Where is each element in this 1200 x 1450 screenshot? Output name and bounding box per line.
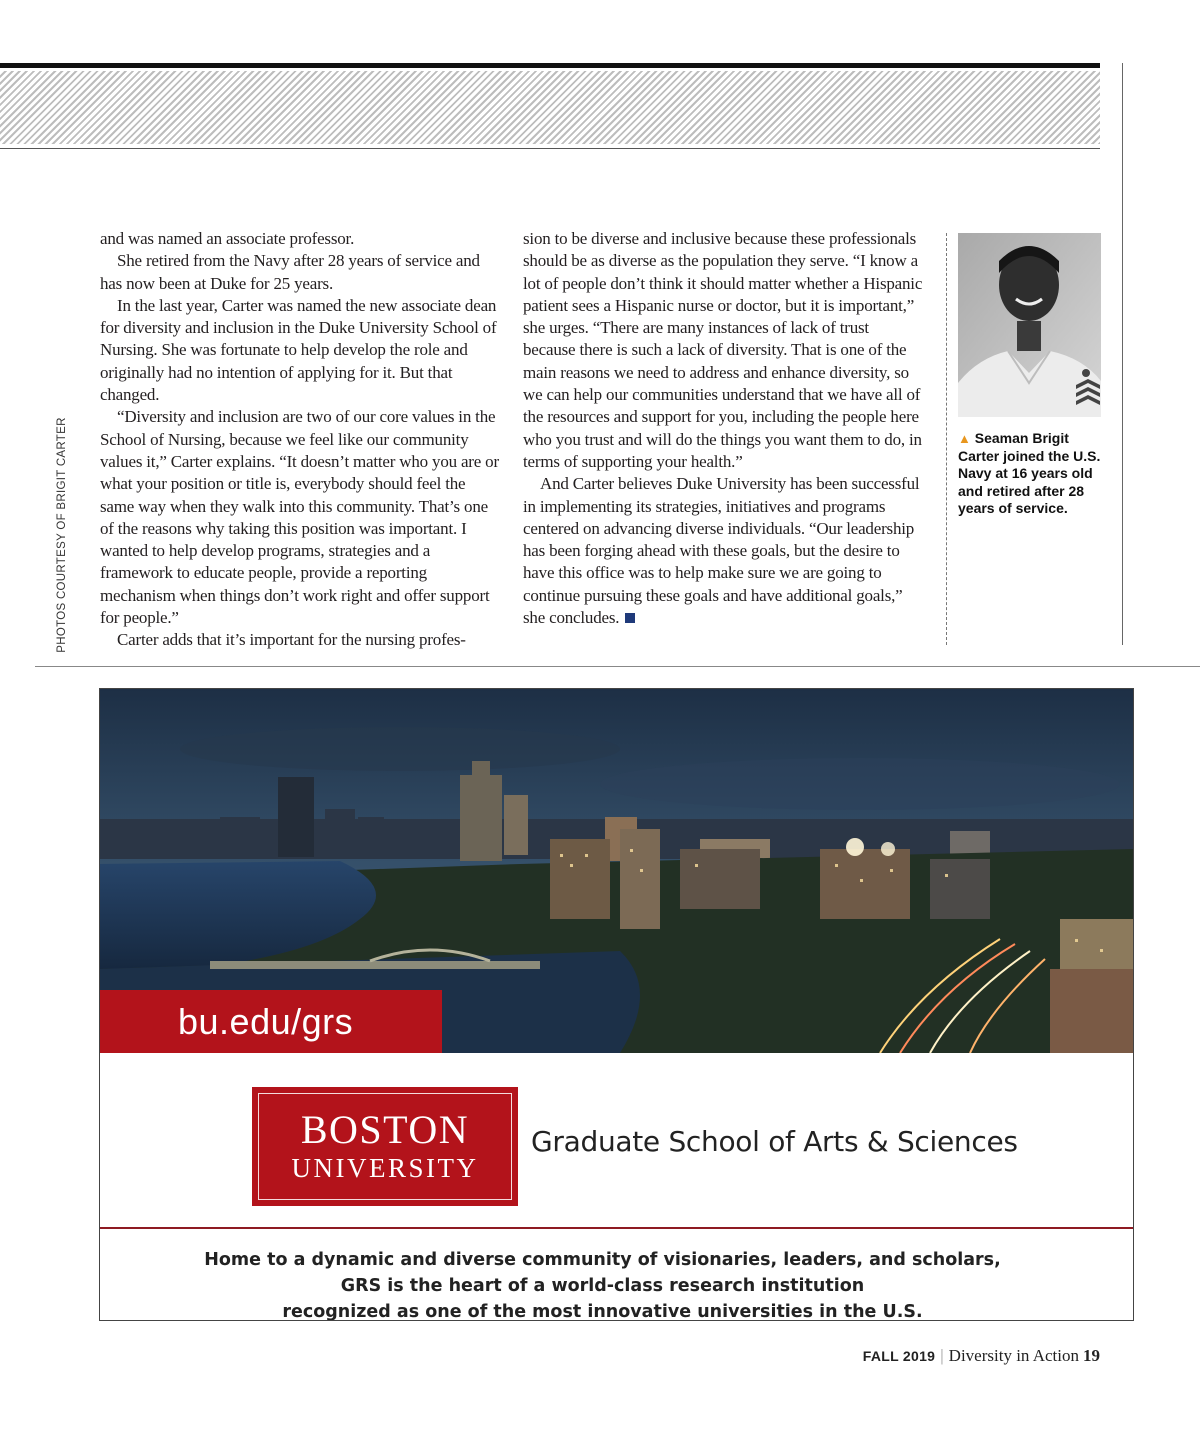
- paragraph-text: And Carter believes Duke University has been successful in implementing its strategies, initiatives and programs centered on advancing diverse individuals. “Our leadership has been forging ahead with these goals, but the desire to have this office was to help make sure we are going to continue pursuing these goals and have additional goals,” she concludes.: [523, 474, 920, 628]
- section-divider: [35, 666, 1200, 667]
- bu-advertisement[interactable]: [99, 688, 1134, 1321]
- paragraph: In the last year, Carter was named the new associate dean for diversity and inclusion in the Duke University School of Nursing. She was fortunate to help develop the role and originally had no intention of applying for it. But that changed.: [100, 295, 497, 405]
- page-number: 19: [1083, 1346, 1100, 1365]
- logo-line-2: UNIVERSITY: [291, 1153, 479, 1183]
- paragraph-final: [523, 473, 923, 629]
- logo-line-1: BOSTON: [300, 1107, 470, 1152]
- footer-issue: FALL 2019: [862, 1348, 936, 1364]
- photo-credit: PHOTOS COURTESY OF BRIGIT CARTER: [56, 417, 68, 653]
- tagline-line: recognized as one of the most innovative universities in the U.S.: [282, 1302, 923, 1321]
- article-column-1: [100, 228, 500, 652]
- header-top-rule: [0, 63, 1100, 68]
- ad-divider: [100, 1227, 1133, 1229]
- article-column-2: [523, 228, 923, 629]
- school-name: Graduate School of Arts & Sciences: [531, 1125, 1018, 1158]
- paragraph: and was named an associate professor.: [100, 229, 355, 248]
- triangle-up-icon: ▲: [958, 431, 971, 446]
- paragraph: sion to be diverse and inclusive because these professionals should be as diverse as the population they serve. “I know a lot of people don’t think it should matter whether a Hispanic patient sees a Hispanic nurse or doctor, but it is important,” she urges. “There are many instances of lack of trust because there is such a lack of diversity. That is one of the main reasons we need to address and enhance diversity, so we can help our communities understand that we have all of the resources and support for you, including the people here who you trust and will do the things you want them to do, in terms of supporting your health.”: [523, 229, 923, 471]
- photo-caption: [958, 430, 1108, 518]
- footer-separator: |: [940, 1346, 944, 1365]
- page-edge-rule: [1122, 63, 1123, 645]
- end-mark-icon: [625, 613, 635, 623]
- ad-tagline: [100, 1247, 1105, 1321]
- footer-magazine: Diversity in Action: [948, 1346, 1079, 1365]
- column-divider: [946, 233, 947, 645]
- ad-url-link[interactable]: bu.edu/grs: [100, 990, 442, 1053]
- page-footer: [863, 1346, 1100, 1366]
- portrait-photo: [958, 233, 1101, 417]
- boston-university-logo: [252, 1087, 518, 1206]
- portrait-illustration: [958, 233, 1101, 417]
- header-bottom-rule: [0, 148, 1100, 149]
- tagline-line: GRS is the heart of a world-class research institution: [340, 1276, 865, 1296]
- tagline-line: Home to a dynamic and diverse community of visionaries, leaders, and scholars,: [204, 1250, 1001, 1270]
- paragraph: She retired from the Navy after 28 years of service and has now been at Duke for 25 years.: [100, 251, 480, 293]
- paragraph: “Diversity and inclusion are two of our core values in the School of Nursing, because we feel like our community values it,” Carter explains. “It doesn’t matter who you are or what your position or title is, everybody should feel the same way when they walk into this community. That’s one of the reasons why taking this position was important. I wanted to help develop programs, strategies and a framework to educate people, provide a reporting mechanism when things don’t work right and offer support for people.”: [100, 407, 499, 628]
- paragraph: Carter adds that it’s important for the nursing profes-: [117, 630, 466, 650]
- caption-text: Seaman Brigit Carter joined the U.S. Navy at 16 years old and retired after 28 years of service.: [958, 430, 1101, 516]
- header-hatch-band: [0, 71, 1100, 144]
